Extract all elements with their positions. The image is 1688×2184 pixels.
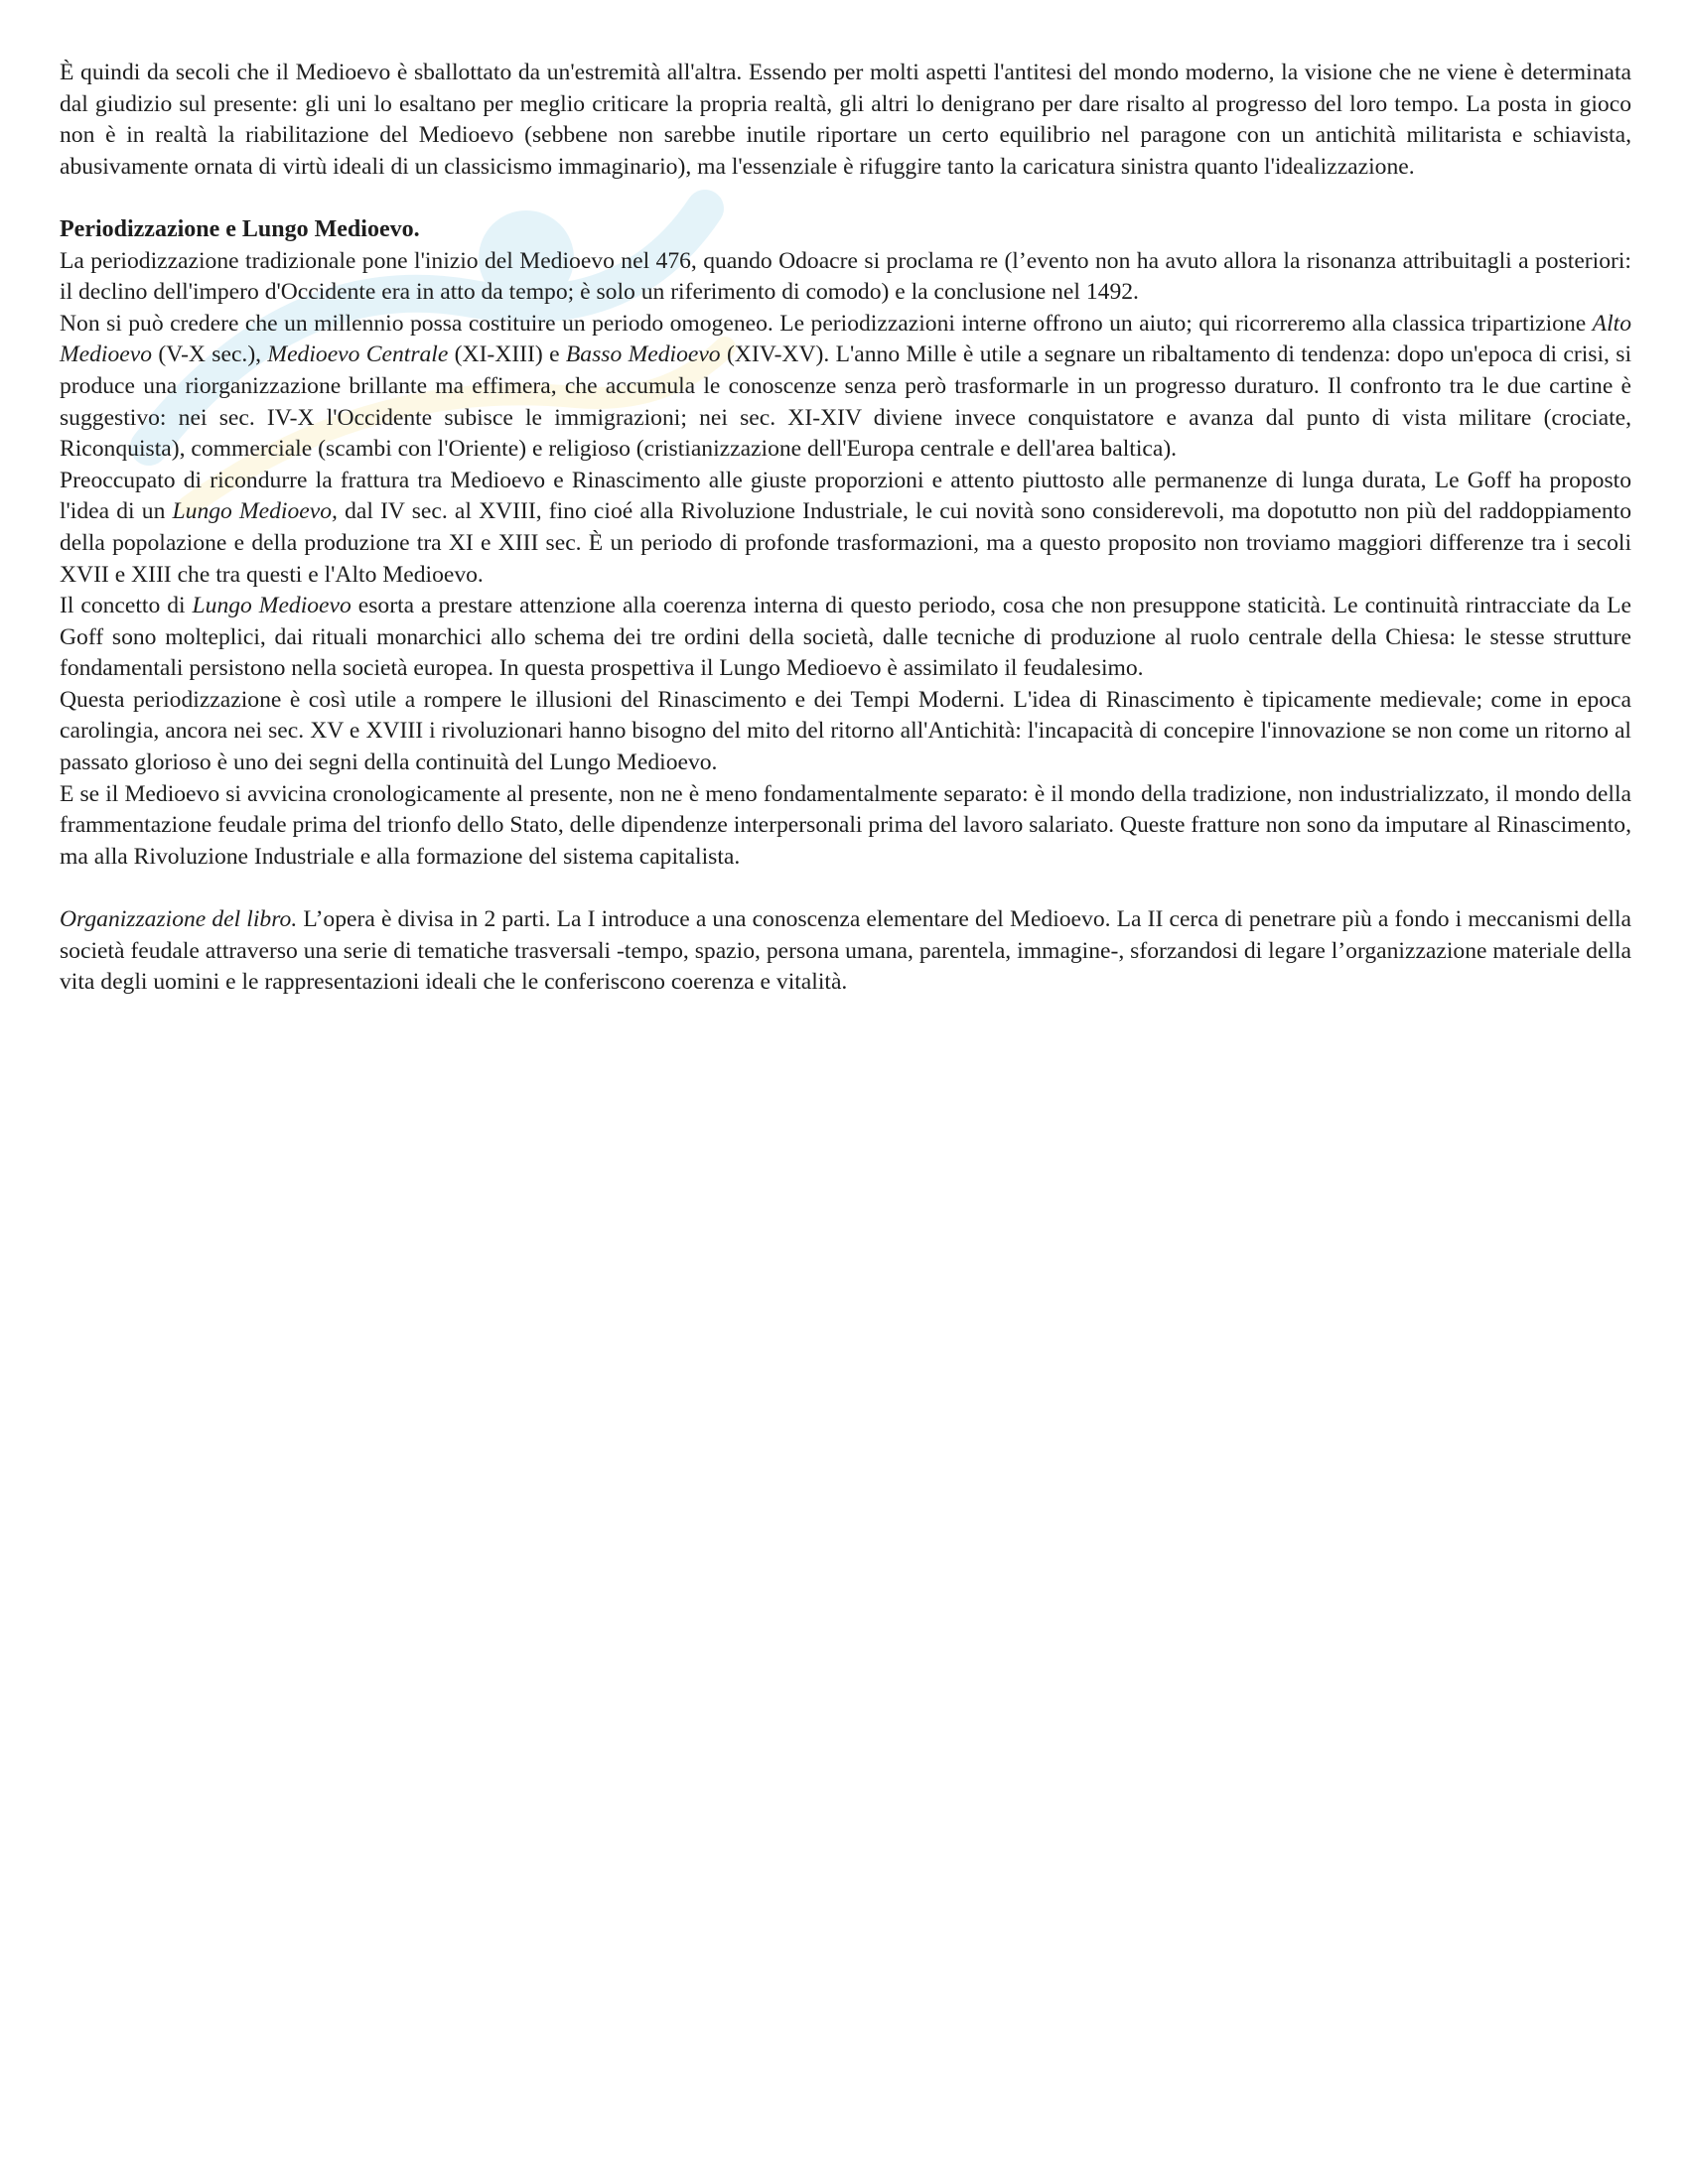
term-organizzazione: Organizzazione del libro. xyxy=(60,906,298,933)
text-run: Il concetto di xyxy=(60,593,193,619)
paragraph-intro: È quindi da secoli che il Medioevo è sballottato da un'estremità all'altra. Essendo per molti aspetti l'antitesi del mondo moderno, la visione che ne viene è determinata dal giudizio sul presente: gli uni lo esaltano per meglio criticare la propria realtà, gli altri lo denigrano per dare risalto al progresso del loro tempo. La posta in gioco non è in realtà la riabilitazione del Medioevo (sebbene non sarebbe inutile riportare un certo equilibrio nel paragone con un antichità militarista e schiavista, abusivamente ornata di virtù ideali di un classicismo immaginario), ma l'essenziale è rifuggire tanto la caricatura sinistra quanto l'idealizzazione. xyxy=(60,60,1631,180)
text-run: esorta a prestare attenzione alla coerenza interna di questo periodo, cosa che non presuppone staticità. Le continuità rintracciate da Le Goff sono molteplici, dai rituali monarchici allo schema dei tre ordini della società, dalle tecniche di produzione al ruolo centrale della Chiesa: le stesse strutture fondamentali persistono nella società europea. In questa prospettiva il Lungo Medioevo è assimilato il feudalesimo. xyxy=(60,593,1631,682)
paragraph-le-goff xyxy=(60,466,1631,591)
text-run: (XI-XIII) e xyxy=(448,341,566,368)
term-alto-medioevo: Alto Medioevo xyxy=(60,310,1631,368)
paragraph-tripartition xyxy=(60,309,1631,466)
term-medioevo-centrale: Medioevo Centrale xyxy=(267,341,449,368)
paragraph-gap xyxy=(60,183,1631,214)
paragraph-concept xyxy=(60,591,1631,685)
paragraph-organization xyxy=(60,904,1631,999)
section-heading: Periodizzazione e Lungo Medioevo. xyxy=(60,215,420,242)
document-body xyxy=(60,58,1631,999)
text-run: Preoccupato di ricondurre la frattura tra Medioevo e Rinascimento alle giuste proporzioni e attento piuttosto alle permanenze di lunga durata, Le Goff ha proposto l'idea di un xyxy=(60,467,1631,525)
text-run: Non si può credere che un millennio possa costituire un periodo omogeneo. Le periodizzazioni interne offrono un aiuto; qui ricorreremo alla classica tripartizione xyxy=(60,310,1593,337)
paragraph-periodization: La periodizzazione tradizionale pone l'inizio del Medioevo nel 476, quando Odoacre si proclama re (l’evento non ha avuto allora la risonanza attribuitagli a posteriori: il declino dell'impero d'Occidente era in atto da tempo; è solo un riferimento di comodo) e la conclusione nel 1492. xyxy=(60,247,1631,306)
text-run: L’opera è divisa in 2 parti. La I introduce a una conoscenza elementare del Medioevo. La II cerca di penetrare più a fondo i meccanismi della società feudale attraverso una serie di tematiche trasversali -tempo, spazio, persona umana, parentela, immagine-, sforzandosi di legare l’organizzazione materiale della vita degli uomini e le rappresentazioni ideali che le conferiscono coerenza e vitalità. xyxy=(60,906,1631,996)
text-run: (V-X sec.), xyxy=(152,341,268,368)
paragraph-illusions: Questa periodizzazione è così utile a rompere le illusioni del Rinascimento e dei Tempi Moderni. L'idea di Rinascimento è tipicamente medievale; come in epoca carolingia, ancora nei sec. XV e XVIII i rivoluzionari hanno bisogno del mito del ritorno all'Antichità: l'incapacità di concepire l'innovazione se non come un ritorno al passato glorioso è uno dei segni della continuità del Lungo Medioevo. xyxy=(60,686,1631,776)
text-run: (XIV-XV). L'anno Mille è utile a segnare un ribaltamento di tendenza: dopo un'epoca di crisi, si produce una riorganizzazione brillante ma effimera, che accumula le conoscenze senza però trasformarle in un progresso duraturo. Il confronto tra le due cartine è suggestivo: nei sec. IV-X l'Occidente subisce le immigrazioni; nei sec. XI-XIV diviene invece conquistatore e avanza dal punto di vista militare (crociate, Riconquista), commerciale (scambi con l'Oriente) e religioso (cristianizzazione dell'Europa centrale e dell'area baltica). xyxy=(60,341,1631,463)
paragraph-separation: E se il Medioevo si avvicina cronologicamente al presente, non ne è meno fondamentalmente separato: è il mondo della tradizione, non industrializzato, il mondo della frammentazione feudale prima del trionfo dello Stato, delle dipendenze interpersonali prima del lavoro salariato. Queste fratture non sono da imputare al Rinascimento, ma alla Rivoluzione Industriale e alla formazione del sistema capitalista. xyxy=(60,780,1631,870)
paragraph-gap xyxy=(60,873,1631,904)
text-run: dal IV sec. al XVIII, fino cioé alla Rivoluzione Industriale, le cui novità sono considerevoli, ma dopotutto non più del raddoppiamento della popolazione e della produzione tra XI e XIII sec. È un periodo di profonde trasformazioni, ma a questo proposito non troviamo maggiori differenze tra i secoli XVII e XIII che tra questi e l'Alto Medioevo. xyxy=(60,498,1631,588)
term-basso-medioevo: Basso Medioevo xyxy=(565,341,721,368)
term-lungo-medioevo: Lungo Medioevo, xyxy=(172,498,338,525)
term-lungo-medioevo: Lungo Medioevo xyxy=(192,593,352,619)
